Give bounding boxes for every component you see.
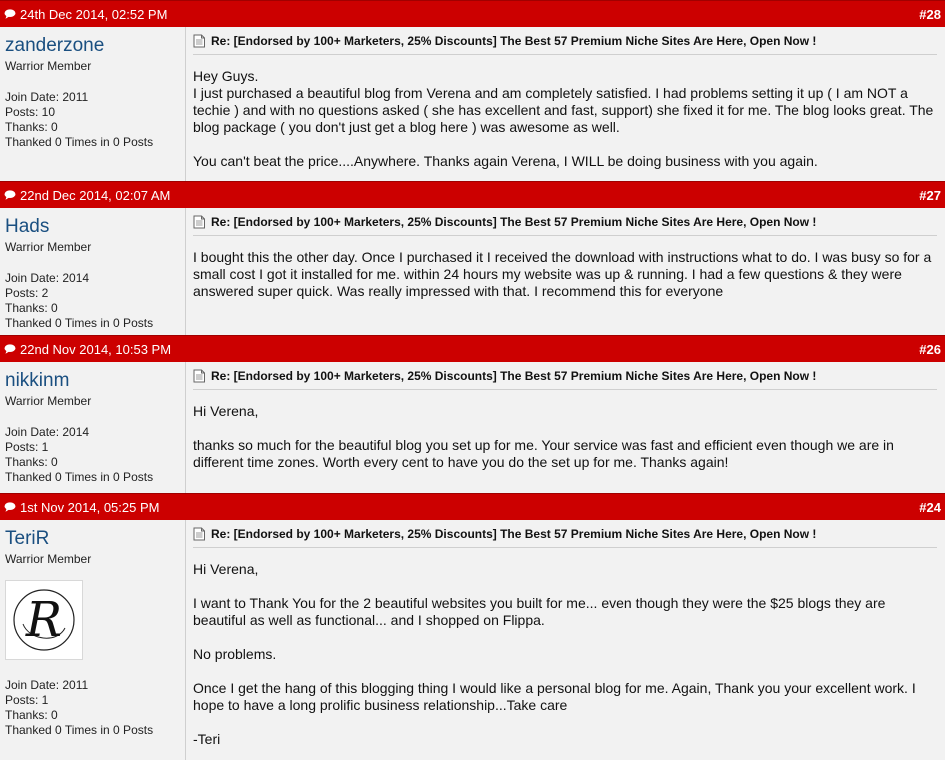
user-title: Warrior Member [5,394,92,408]
post-title-text: Re: [Endorsed by 100+ Marketers, 25% Discounts] The Best 57 Premium Niche Sites Are Here, Open Now ! [211,215,817,229]
speech-bubble-icon [4,9,16,19]
post-date: 24th Dec 2014, 02:52 PM [20,6,168,22]
message-paragraph: You can't beat the price....Anywhere. Thanks again Verena, I WILL be doing business with you again. [193,153,818,169]
username-link[interactable]: TeriR [5,528,50,549]
thanks-count: Thanks: 0 [5,708,58,722]
message-paragraph: I bought this the other day. Once I purchased it I received the download with instructions what to do. I was busy so for a small cost I got it installed for me. within 24 hours my website was up & running. I had a few questions & they were answered super quick. Was really impressed with that. I recommend this for everyone [193,249,932,299]
post [0,181,945,335]
username-link[interactable]: zanderzone [5,35,105,56]
speech-bubble-icon [4,344,16,354]
post-number-link[interactable]: #24 [919,499,941,515]
post-content [186,520,945,760]
message-paragraph: thanks so much for the beautiful blog you set up for me. Your service was fast and efficient even though we are in different time zones. Worth every cent to have you do the set up for me. Thanks again! [193,437,894,470]
post-title [193,215,937,236]
thanks-count: Thanks: 0 [5,120,58,134]
post-date: 1st Nov 2014, 05:25 PM [20,499,160,515]
message-paragraph: Hi Verena, [193,403,259,419]
user-title: Warrior Member [5,552,92,566]
speech-bubble-icon [4,190,16,200]
username-link[interactable]: nikkinm [5,370,70,391]
post [0,493,945,760]
user-stats [5,90,185,150]
post-number-link[interactable]: #28 [919,6,941,22]
post [0,335,945,493]
user-info [0,27,186,181]
post-count: Posts: 1 [5,440,49,454]
post-count: Posts: 2 [5,286,49,300]
user-info [0,362,186,493]
user-info [0,520,186,760]
post [0,0,945,181]
user-stats [5,425,185,485]
svg-text:R: R [25,592,63,648]
post-date: 22nd Dec 2014, 02:07 AM [20,187,171,203]
join-date: Join Date: 2011 [5,90,89,104]
message-paragraph: No problems. [193,646,277,662]
post-message [193,548,937,748]
message-paragraph: Hey Guys. [193,68,259,84]
post-number-link[interactable]: #26 [919,341,941,357]
post-title-text: Re: [Endorsed by 100+ Marketers, 25% Discounts] The Best 57 Premium Niche Sites Are Here, Open Now ! [211,369,817,383]
message-paragraph: Hi Verena, [193,561,259,577]
document-icon [193,369,206,383]
post-header [0,335,945,362]
thanked-count: Thanked 0 Times in 0 Posts [5,135,154,149]
user-title: Warrior Member [5,240,92,254]
post-number-link[interactable]: #27 [919,187,941,203]
document-icon [193,215,206,229]
post-header [0,493,945,520]
post-count: Posts: 10 [5,105,56,119]
message-paragraph: Once I get the hang of this blogging thing I would like a personal blog for me. Again, Thank you your excellent work. I hope to have a long prolific business relationship...Take care [193,680,916,713]
document-icon [193,527,206,541]
thanked-count: Thanked 0 Times in 0 Posts [5,723,154,737]
post-content [186,362,945,493]
post-title [193,34,937,55]
user-title: Warrior Member [5,59,92,73]
username-link[interactable]: Hads [5,216,50,237]
post-date: 22nd Nov 2014, 10:53 PM [20,341,172,357]
post-title-text: Re: [Endorsed by 100+ Marketers, 25% Discounts] The Best 57 Premium Niche Sites Are Here, Open Now ! [211,34,817,48]
message-paragraph: I just purchased a beautiful blog from Verena and am completely satisfied. I had problems setting it up ( I am NOT a techie ) and with no questions asked ( she has excellent and fast, support) she fixed it for me. The blog looks great. The blog package ( you don't just get a blog here ) was awesome as well. [193,85,934,135]
user-stats [5,271,185,331]
avatar-monogram-icon [9,584,79,656]
post-message [193,236,937,300]
post-content [186,27,945,181]
message-paragraph: I want to Thank You for the 2 beautiful websites you built for me... even though they were the $25 blogs they are beautiful as well as functional... and I shopped on Flippa. [193,595,886,628]
post-message [193,390,937,471]
post-content [186,208,945,335]
post-title [193,369,937,390]
thanked-count: Thanked 0 Times in 0 Posts [5,470,154,484]
thanked-count: Thanked 0 Times in 0 Posts [5,316,154,330]
join-date: Join Date: 2011 [5,678,89,692]
message-paragraph: -Teri [193,731,221,747]
avatar[interactable] [5,580,83,660]
post-title [193,527,937,548]
document-icon [193,34,206,48]
post-count: Posts: 1 [5,693,49,707]
user-stats [5,678,185,738]
post-message [193,55,937,170]
speech-bubble-icon [4,502,16,512]
thanks-count: Thanks: 0 [5,455,58,469]
user-info [0,208,186,335]
post-title-text: Re: [Endorsed by 100+ Marketers, 25% Discounts] The Best 57 Premium Niche Sites Are Here, Open Now ! [211,527,817,541]
join-date: Join Date: 2014 [5,271,90,285]
thanks-count: Thanks: 0 [5,301,58,315]
post-header [0,181,945,208]
join-date: Join Date: 2014 [5,425,90,439]
post-header [0,0,945,27]
